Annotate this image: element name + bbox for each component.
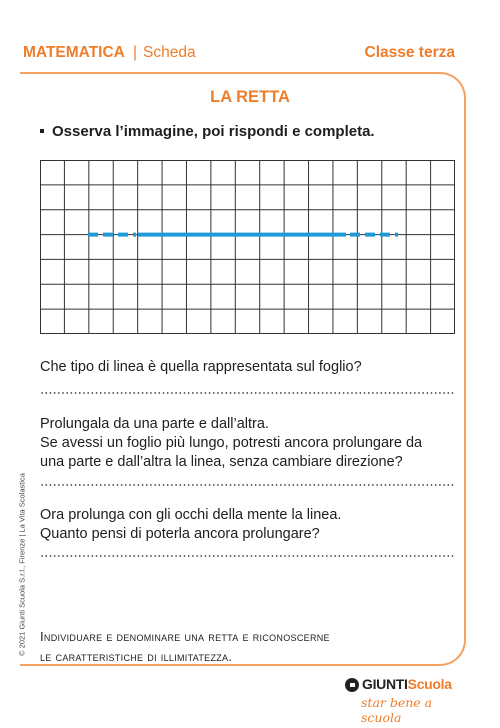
- bullet-icon: [40, 129, 44, 133]
- page-title: LA RETTA: [210, 88, 290, 106]
- instruction: [40, 123, 375, 140]
- question-2: [40, 415, 460, 472]
- answer-line-1[interactable]: [40, 392, 454, 394]
- logo-tagline: star bene a scuola: [361, 695, 433, 725]
- page-header: [23, 44, 455, 64]
- question-3-line-1: Ora prolunga con gli occhi della mente la linea.: [40, 507, 342, 523]
- question-2-line-2: Se avessi un foglio più lungo, potresti ancora prolungare da: [40, 435, 423, 451]
- grid-svg: [40, 160, 455, 334]
- logo-brand: [362, 676, 452, 692]
- logo-brand-part1: GIUNTI: [362, 676, 408, 692]
- instruction-text: Osserva l’immagine, poi rispondi e completa.: [52, 123, 375, 140]
- logo-brand-part2: Scuola: [407, 676, 452, 692]
- giunti-scuola-logo: [345, 676, 465, 725]
- sheet-type-label: Scheda: [143, 44, 196, 61]
- square-grid: [40, 160, 455, 334]
- frame-corner: [20, 72, 34, 74]
- giunti-g-icon: [345, 678, 359, 692]
- question-2-line-3: una parte e dall’altra la linea, senza cambiare direzione?: [40, 454, 403, 470]
- learning-objective: [40, 627, 460, 667]
- subject-label: MATEMATICA: [23, 44, 125, 61]
- answer-line-2[interactable]: [40, 484, 454, 486]
- objective-line-2: le caratteristiche di illimitatezza.: [40, 649, 233, 664]
- header-separator: |: [133, 44, 138, 61]
- question-3-line-2: Quanto pensi di poterla ancora prolungare?: [40, 526, 320, 542]
- grade-label: Classe terza: [364, 44, 455, 61]
- question-2-line-1: Prolungala da una parte e dall’altra.: [40, 416, 269, 432]
- copyright-credit: © 2021 Giunti Scuola S.r.l., Firenze | La Vita Scolastica: [17, 473, 27, 656]
- question-1: [40, 358, 460, 377]
- objective-line-1: Individuare e denominare una retta e riconoscerne: [40, 629, 330, 644]
- question-1-line-1: Che tipo di linea è quella rappresentata sul foglio?: [40, 359, 362, 375]
- answer-line-3[interactable]: [40, 555, 454, 557]
- question-3: [40, 506, 460, 544]
